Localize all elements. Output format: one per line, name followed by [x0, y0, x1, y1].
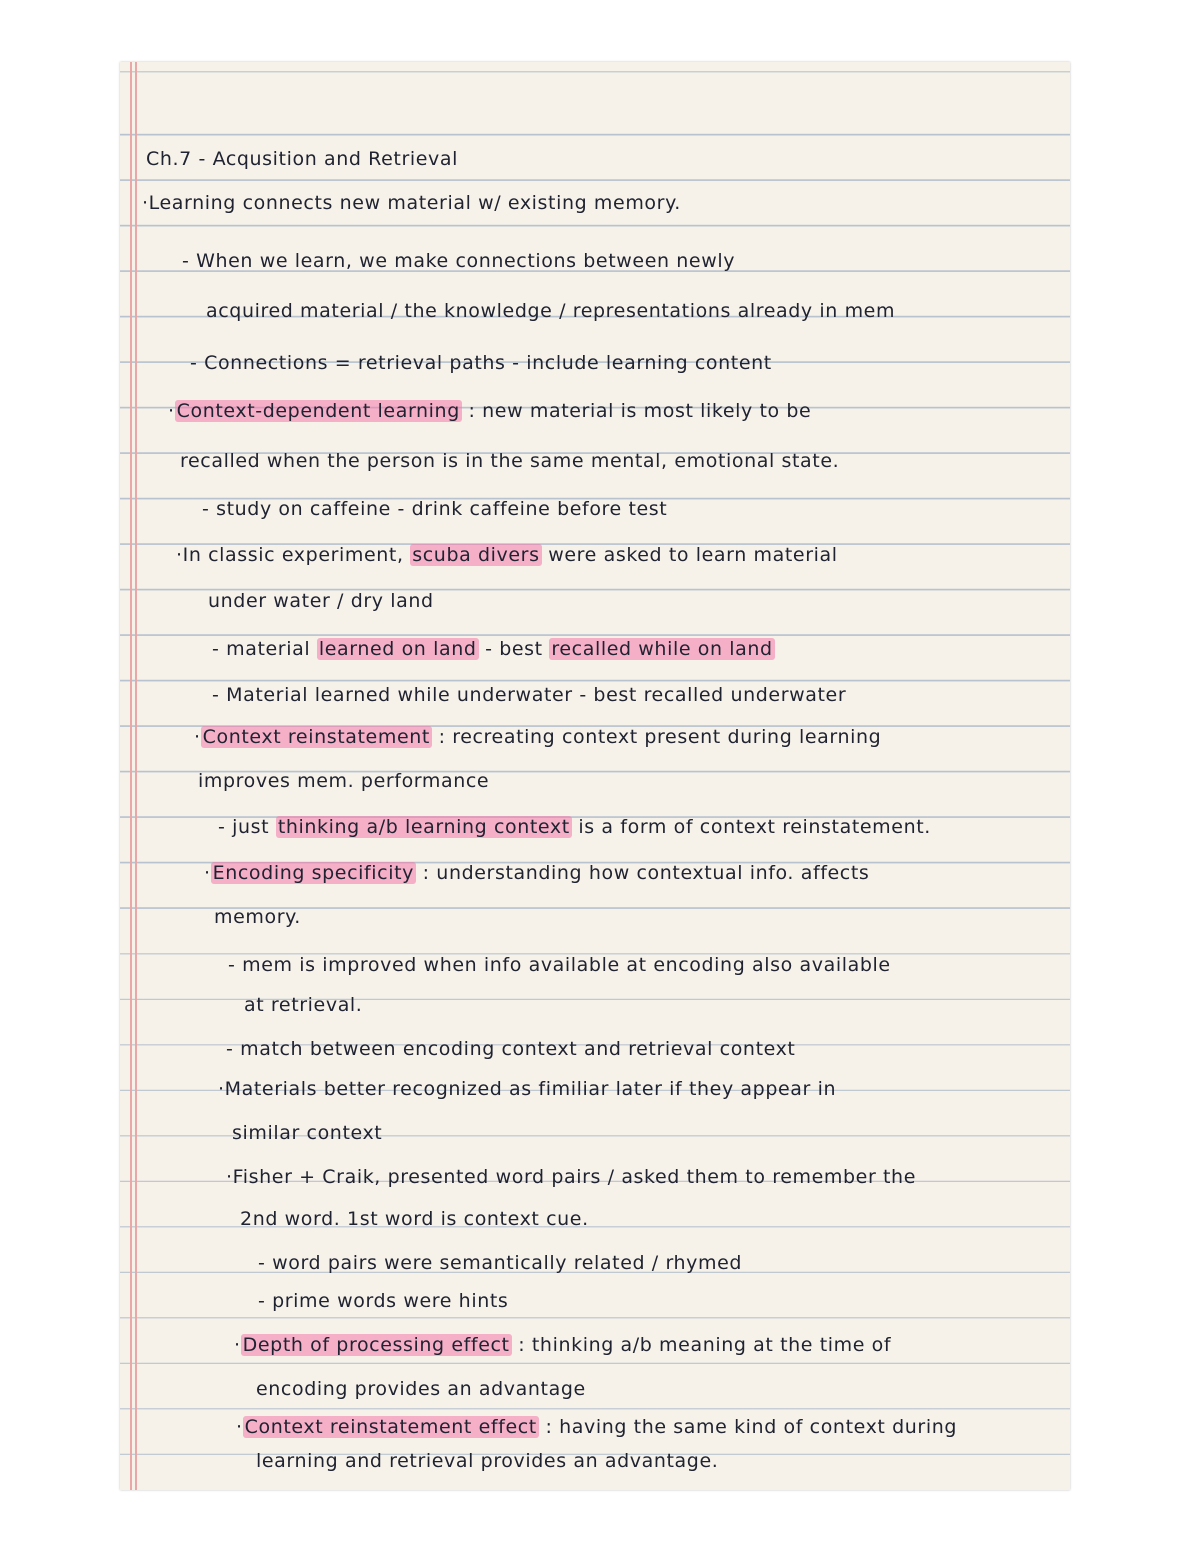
note-line: similar context [232, 1122, 383, 1144]
page-title: Ch.7 - Acqusition and Retrieval [146, 148, 459, 170]
highlighted-term: learned on land [318, 638, 477, 660]
notebook-page [120, 62, 1070, 1490]
highlighted-term: scuba divers [412, 544, 540, 566]
note-line: - mem is improved when info available at encoding also available [228, 954, 891, 976]
highlighted-term: Depth of processing effect [242, 1334, 510, 1356]
margin-line [130, 62, 132, 1490]
note-line: - Connections = retrieval paths - include learning content [190, 352, 772, 374]
note-line: recalled when the person is in the same mental, emotional state. [180, 450, 840, 472]
note-line: - study on caffeine - drink caffeine before test [202, 498, 668, 520]
note-line: - just thinking a/b learning context is a form of context reinstatement. [218, 816, 931, 838]
note-line: encoding provides an advantage [256, 1378, 586, 1400]
note-line: - material learned on land - best recalled while on land [212, 638, 773, 660]
note-line: - word pairs were semantically related / rhymed [258, 1252, 743, 1274]
note-line: at retrieval. [244, 994, 363, 1016]
note-line: · Context-dependent learning : new material is most likely to be [168, 400, 812, 422]
note-line: ·Materials better recognized as fimiliar later if they appear in [218, 1078, 837, 1100]
highlighted-term: Encoding specificity [212, 862, 415, 884]
note-line: under water / dry land [208, 590, 434, 612]
note-line: - match between encoding context and retrieval context [226, 1038, 796, 1060]
note-line: · Context reinstatement : recreating context present during learning [194, 726, 882, 748]
note-line: - When we learn, we make connections between newly [182, 250, 736, 272]
note-line: memory. [214, 906, 301, 928]
note-line: - Material learned while underwater - best recalled underwater [212, 684, 847, 706]
note-line: · Context reinstatement effect : having the same kind of context during [236, 1416, 957, 1438]
note-line: learning and retrieval provides an advantage. [256, 1450, 719, 1472]
highlighted-term: Context-dependent learning [176, 400, 460, 422]
note-line: improves mem. performance [198, 770, 490, 792]
note-line: ·Learning connects new material w/ existing memory. [142, 192, 681, 214]
note-line: ·In classic experiment, scuba divers were asked to learn material [176, 544, 838, 566]
note-line: ·Fisher + Craik, presented word pairs / asked them to remember the [226, 1166, 916, 1188]
highlighted-term: Context reinstatement effect [244, 1416, 537, 1438]
margin-line [135, 62, 137, 1490]
note-line: · Depth of processing effect : thinking a/b meaning at the time of [234, 1334, 892, 1356]
note-line: - prime words were hints [258, 1290, 509, 1312]
highlighted-term: recalled while on land [551, 638, 773, 660]
highlighted-term: thinking a/b learning context [277, 816, 570, 838]
note-line: · Encoding specificity : understanding how contextual info. affects [204, 862, 870, 884]
note-line: acquired material / the knowledge / representations already in mem [206, 300, 896, 322]
highlighted-term: Context reinstatement [202, 726, 430, 748]
note-line: 2nd word. 1st word is context cue. [240, 1208, 589, 1230]
